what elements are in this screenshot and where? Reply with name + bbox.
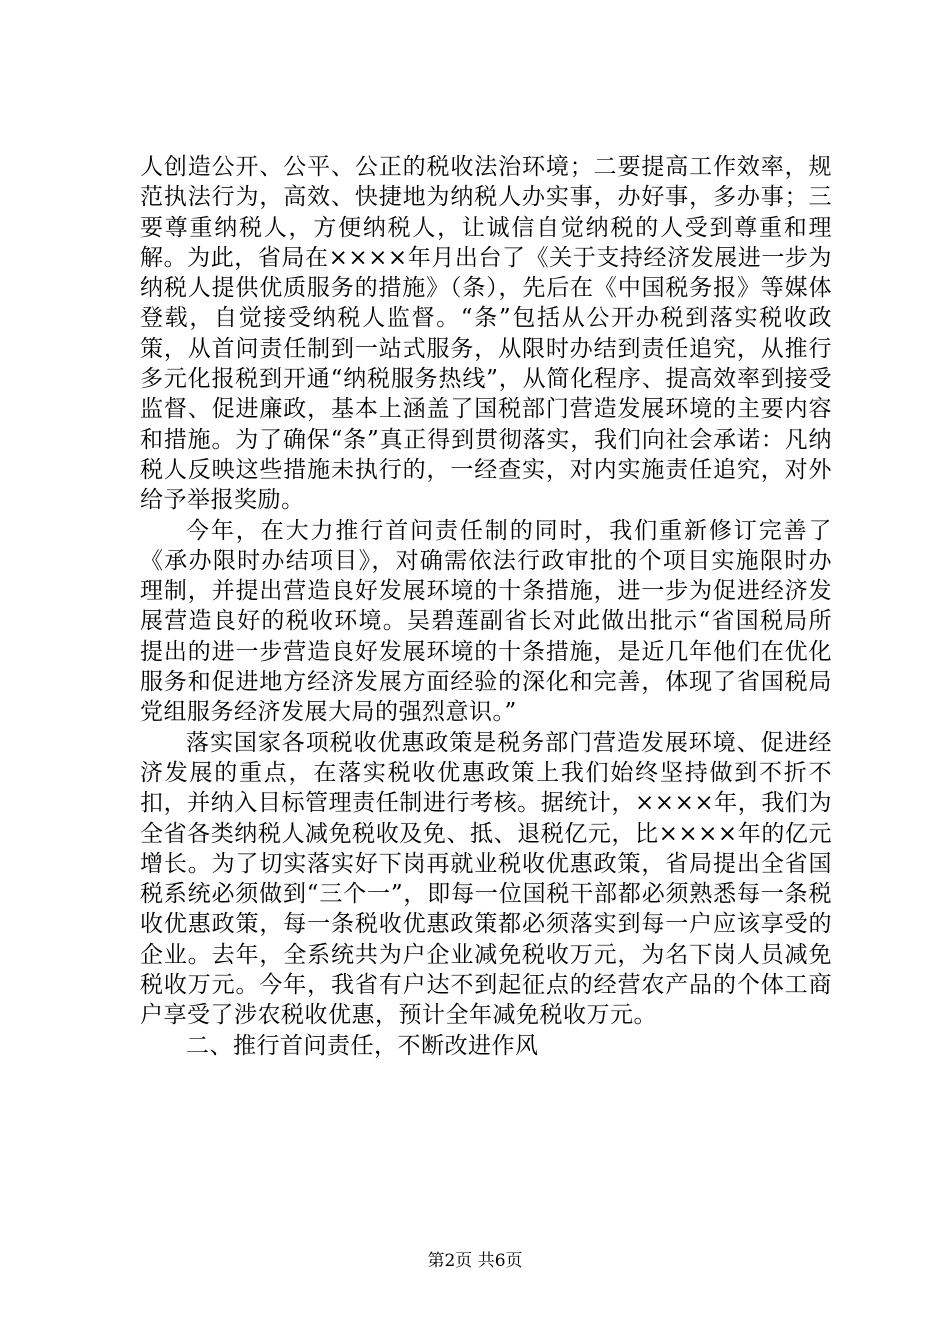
page-number-footer: 第2页 共6页 bbox=[427, 1251, 523, 1271]
paragraph: 今年，在大力推行首问责任制的同时，我们重新修订完善了《承办限时办结项目》，对确需依法行政审批的个项目实施限时办理制，并提出营造良好发展环境的十条措施，进一步为促进经济发展营造良好的税收环境。吴碧莲副省长对此做出批示“省国税局所提出的进一步营造良好发展环境的十条措施，是近几年他们在优化服务和促进地方经济发展方面经验的深化和完善，体现了省国税局党组服务经济发展大局的强烈意识。” bbox=[140, 517, 832, 726]
document-body bbox=[140, 152, 832, 1061]
section-heading: 二、推行首问责任，不断改进作风 bbox=[186, 1032, 539, 1059]
paragraph: 落实国家各项税收优惠政策是税务部门营造发展环境、促进经济发展的重点，在落实税收优惠政策上我们始终坚持做到不折不扣，并纳入目标管理责任制进行考核。据统计，××××年，我们为全省各类纳税人减免税收及免、抵、退税亿元，比××××年的亿元增长。为了切实落实好下岗再就业税收优惠政策，省局提出全省国税系统必须做到“三个一”，即每一位国税干部都必须熟悉每一条税收优惠政策，每一条税收优惠政策都必须落实到每一户应该享受的企业。去年，全系统共为户企业减免税收万元，为名下岗人员减免税收万元。今年，我省有户达不到起征点的经营农产品的个体工商户享受了涉农税收优惠，预计全年减免税收万元。 bbox=[140, 729, 832, 1029]
paragraph-continued: 人创造公开、公平、公正的税收法治环境；二要提高工作效率，规范执法行为，高效、快捷地为纳税人办实事，办好事，多办事；三要尊重纳税人，方便纳税人，让诚信自觉纳税的人受到尊重和理解。为此，省局在××××年月出台了《关于支持经济发展进一步为纳税人提供优质服务的措施》（条），先后在《中国税务报》等媒体登载，自觉接受纳税人监督。“条”包括从公开办税到落实税收政策，从首问责任制到一站式服务，从限时办结到责任追究，从推行多元化报税到开通“纳税服务热线”，从简化程序、提高效率到接受监督、促进廉政，基本上涵盖了国税部门营造发展环境的主要内容和措施。为了确保“条”真正得到贯彻落实，我们向社会承诺：凡纳税人反映这些措施未执行的，一经查实，对内实施责任追究，对外给予举报奖励。 bbox=[140, 154, 832, 514]
